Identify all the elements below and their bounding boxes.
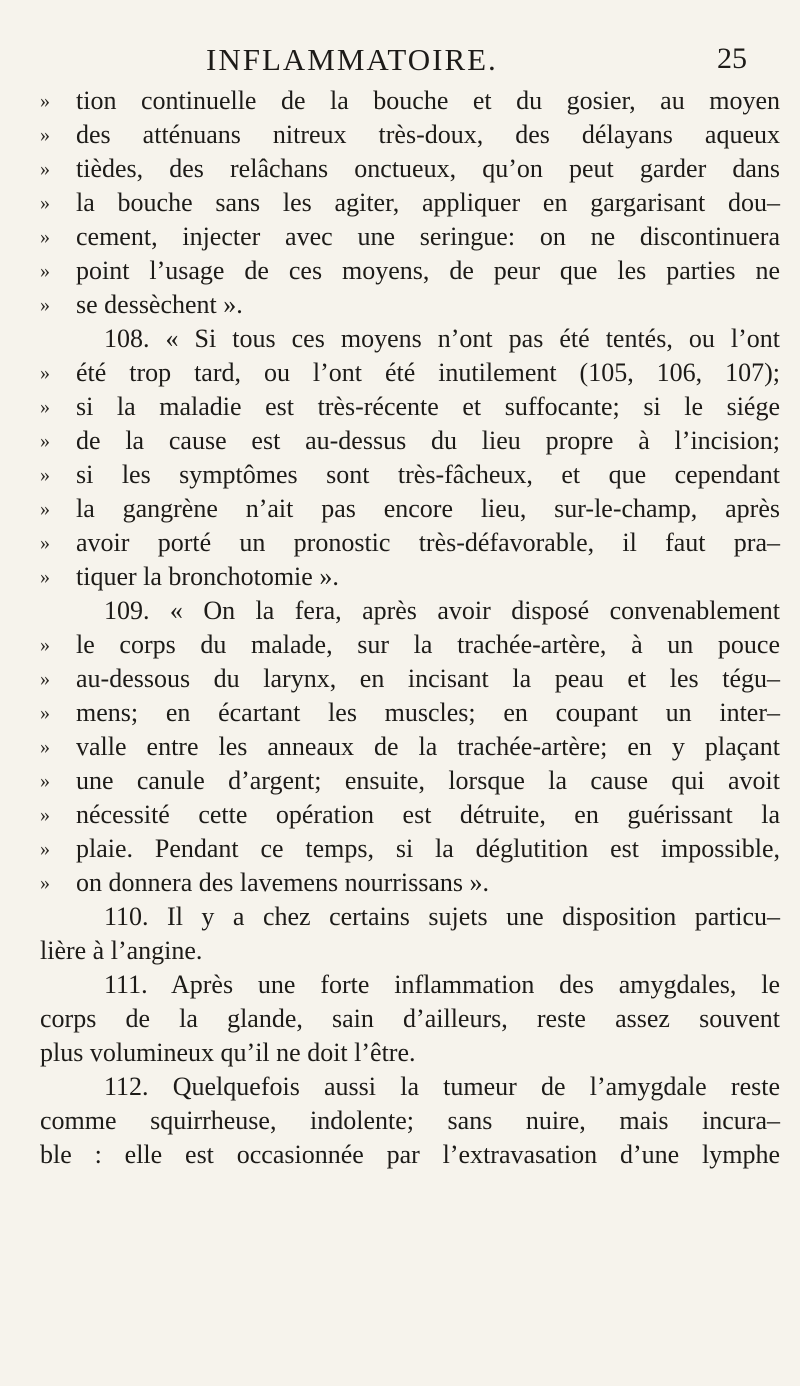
guillemet-marker: » <box>40 464 50 486</box>
guillemet-marker: » <box>40 362 50 384</box>
running-head: INFLAMMATOIRE. <box>206 42 498 77</box>
line-text: la bouche sans les agiter, appliquer en gargarisant dou– <box>76 188 780 217</box>
text-line <box>40 390 780 424</box>
line-text: une canule d’argent; ensuite, lorsque la cause qui avoit <box>76 766 780 795</box>
line-text: 109. « On la fera, après avoir disposé convenablement <box>104 596 780 625</box>
line-text: on donnera des lavemens nourrissans ». <box>76 868 490 897</box>
guillemet-marker: » <box>40 260 50 282</box>
text-line <box>40 84 780 118</box>
line-text: lière à l’angine. <box>40 936 203 965</box>
text-line <box>40 254 780 288</box>
guillemet-marker: » <box>40 566 50 588</box>
text-line <box>40 628 780 662</box>
line-text: 112. Quelquefois aussi la tumeur de l’amygdale reste <box>104 1072 780 1101</box>
line-text: avoir porté un pronostic très-défavorable, il faut pra– <box>76 528 780 557</box>
guillemet-marker: » <box>40 430 50 452</box>
line-text: mens; en écartant les muscles; en coupant un inter– <box>76 698 780 727</box>
text-line <box>40 798 780 832</box>
guillemet-marker: » <box>40 396 50 418</box>
paragraph-start <box>40 594 780 628</box>
body-text <box>40 84 780 1172</box>
text-line <box>40 526 780 560</box>
text-line <box>40 696 780 730</box>
guillemet-marker: » <box>40 226 50 248</box>
text-line <box>40 424 780 458</box>
guillemet-marker: » <box>40 532 50 554</box>
line-text: si la maladie est très-récente et suffocante; si le siége <box>76 392 780 421</box>
line-text: tion continuelle de la bouche et du gosier, au moyen <box>76 86 780 115</box>
line-text: la gangrène n’ait pas encore lieu, sur-le-champ, après <box>76 494 780 523</box>
line-text: cement, injecter avec une seringue: on ne discontinuera <box>76 222 780 251</box>
guillemet-marker: » <box>40 192 50 214</box>
paragraph-start <box>40 968 780 1002</box>
line-text: 111. Après une forte inflammation des amygdales, le <box>104 970 780 999</box>
text-line <box>40 288 780 322</box>
line-text: plus volumineux qu’il ne doit l’être. <box>40 1038 416 1067</box>
line-text: ble : elle est occasionnée par l’extravasation d’une lymphe <box>40 1140 780 1169</box>
text-line <box>40 1002 780 1036</box>
guillemet-marker: » <box>40 804 50 826</box>
text-line <box>40 730 780 764</box>
guillemet-marker: » <box>40 838 50 860</box>
text-line <box>40 152 780 186</box>
page-number: 25 <box>717 42 747 75</box>
line-text: tiquer la bronchotomie ». <box>76 562 339 591</box>
line-text: si les symptômes sont très-fâcheux, et que cependant <box>76 460 780 489</box>
text-line <box>40 764 780 798</box>
line-text: été trop tard, ou l’ont été inutilement (105, 106, 107); <box>76 358 780 387</box>
line-text: au-dessous du larynx, en incisant la peau et les tégu– <box>76 664 780 693</box>
line-text: des atténuans nitreux très-doux, des délayans aqueux <box>76 120 780 149</box>
line-text: valle entre les anneaux de la trachée-artère; en y plaçant <box>76 732 780 761</box>
text-line <box>40 1104 780 1138</box>
guillemet-marker: » <box>40 124 50 146</box>
guillemet-marker: » <box>40 90 50 112</box>
line-text: de la cause est au-dessus du lieu propre à l’incision; <box>76 426 780 455</box>
line-text: se dessèchent ». <box>76 290 243 319</box>
line-text: nécessité cette opération est détruite, en guérissant la <box>76 800 780 829</box>
line-text: comme squirrheuse, indolente; sans nuire, mais incura– <box>40 1106 780 1135</box>
guillemet-marker: » <box>40 872 50 894</box>
paragraph-start <box>40 1070 780 1104</box>
guillemet-marker: » <box>40 158 50 180</box>
text-line <box>40 560 780 594</box>
line-text: point l’usage de ces moyens, de peur que les parties ne <box>76 256 780 285</box>
text-line <box>40 458 780 492</box>
line-text: 108. « Si tous ces moyens n’ont pas été tentés, ou l’ont <box>104 324 780 353</box>
guillemet-marker: » <box>40 668 50 690</box>
page-header <box>0 0 800 80</box>
guillemet-marker: » <box>40 770 50 792</box>
line-text: le corps du malade, sur la trachée-artère, à un pouce <box>76 630 780 659</box>
line-text: corps de la glande, sain d’ailleurs, reste assez souvent <box>40 1004 780 1033</box>
text-line <box>40 832 780 866</box>
line-text: 110. Il y a chez certains sujets une disposition particu– <box>104 902 780 931</box>
line-text: tièdes, des relâchans onctueux, qu’on peut garder dans <box>76 154 780 183</box>
guillemet-marker: » <box>40 498 50 520</box>
text-line <box>40 662 780 696</box>
paragraph-start <box>40 322 780 356</box>
guillemet-marker: » <box>40 736 50 758</box>
text-line <box>40 118 780 152</box>
line-text: plaie. Pendant ce temps, si la déglutition est impossible, <box>76 834 780 863</box>
text-line <box>40 492 780 526</box>
text-line <box>40 220 780 254</box>
text-line <box>40 866 780 900</box>
text-line <box>40 1138 780 1172</box>
guillemet-marker: » <box>40 294 50 316</box>
text-line <box>40 1036 780 1070</box>
text-line <box>40 934 780 968</box>
paragraph-start <box>40 900 780 934</box>
text-line <box>40 186 780 220</box>
guillemet-marker: » <box>40 634 50 656</box>
guillemet-marker: » <box>40 702 50 724</box>
text-line <box>40 356 780 390</box>
